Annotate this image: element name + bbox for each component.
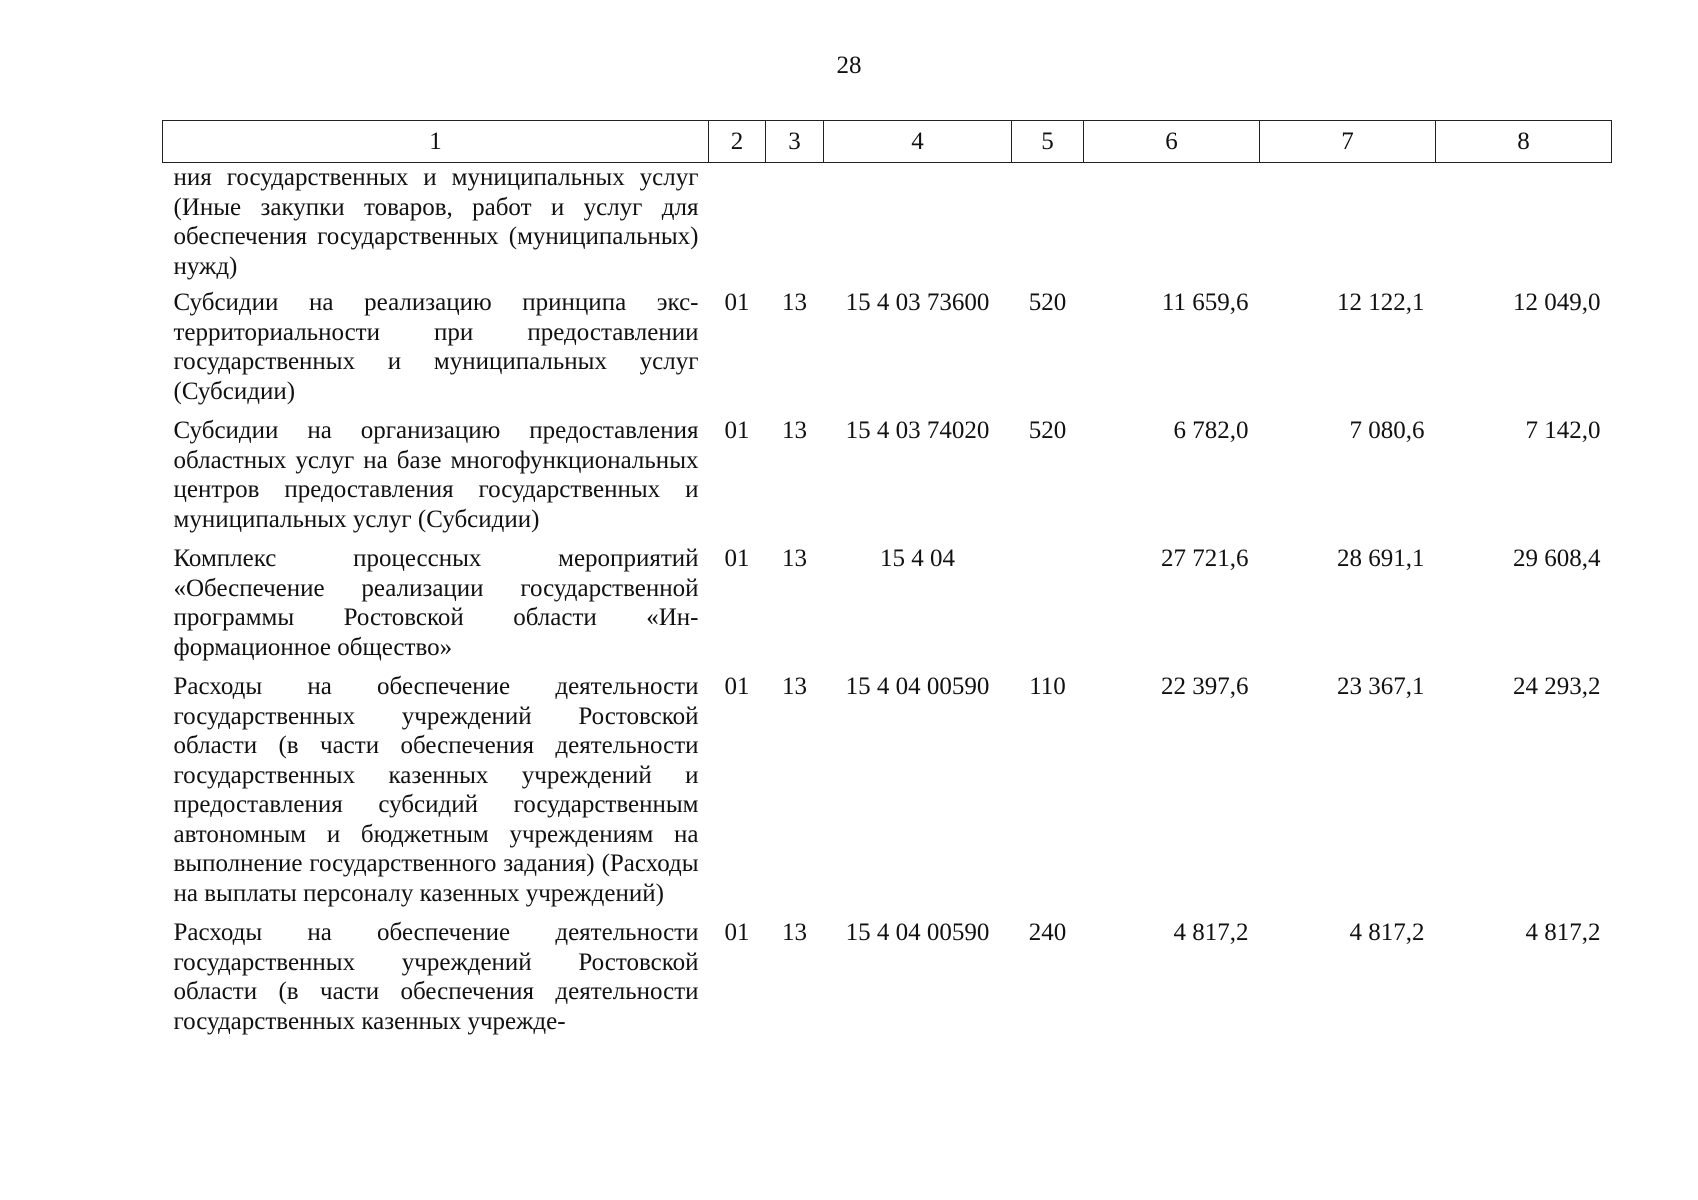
row-section	[709, 163, 766, 289]
row-amount-col8: 7 142,0	[1525, 417, 1601, 444]
row-subsection: 13	[782, 417, 807, 444]
row-amount-col7: 23 367,1	[1337, 673, 1425, 700]
row-amount-col7: 28 691,1	[1337, 545, 1425, 572]
table-body	[163, 163, 1612, 1047]
row-amount-col7: 12 122,1	[1337, 289, 1425, 316]
row-section: 01	[724, 919, 750, 946]
row-description: Расходы на обеспечение деятельности государственных учреждений Ростовской области (в части обеспечения деятельности государственных казенных учрежде-	[173, 919, 699, 1035]
row-amount-col8: 4 817,2	[1525, 919, 1601, 946]
row-target-code: 15 4 03 74020	[845, 417, 990, 444]
row-amount-col6	[1084, 163, 1260, 289]
row-subsection: 13	[782, 545, 807, 572]
header-col-6: 6	[1084, 121, 1260, 163]
row-section: 01	[724, 545, 750, 572]
row-description: Субсидии на организацию предоставления областных услуг на базе многофункциональных центров предоставления государственных и муниципальных услуг (Субсидии)	[173, 417, 699, 533]
row-amount-col8	[1436, 163, 1612, 289]
row-subsection: 13	[782, 673, 807, 700]
row-subsection: 13	[782, 919, 807, 946]
header-col-7: 7	[1260, 121, 1436, 163]
row-section: 01	[724, 289, 750, 316]
row-amount-col6: 4 817,2	[1173, 919, 1249, 946]
row-amount-col7: 7 080,6	[1349, 417, 1425, 444]
row-expense-type	[1012, 544, 1084, 672]
row-target-code: 15 4 03 73600	[845, 289, 990, 316]
header-col-3: 3	[766, 121, 824, 163]
row-target-code: 15 4 04 00590	[845, 673, 990, 700]
table-row	[163, 163, 1612, 289]
row-expense-type: 110	[1029, 673, 1066, 700]
row-description: Комплекс процессных мероприятий «Обеспечение реализации государственной программы Ростовской области «Информационное общество»	[173, 545, 699, 661]
row-expense-type	[1012, 163, 1084, 289]
table-row	[163, 288, 1612, 416]
header-col-5: 5	[1012, 121, 1084, 163]
row-target-code: 15 4 04	[880, 545, 955, 572]
table-row	[163, 544, 1612, 672]
row-target-code	[824, 163, 1012, 289]
row-subsection	[766, 163, 824, 289]
row-amount-col6: 11 659,6	[1161, 289, 1249, 316]
row-amount-col6: 22 397,6	[1161, 673, 1249, 700]
row-amount-col8: 24 293,2	[1513, 673, 1601, 700]
row-amount-col6: 6 782,0	[1173, 417, 1249, 444]
header-col-4: 4	[824, 121, 1012, 163]
row-expense-type: 520	[1028, 417, 1067, 444]
header-col-8: 8	[1436, 121, 1612, 163]
row-subsection: 13	[782, 289, 807, 316]
table-row	[163, 416, 1612, 544]
budget-table	[162, 120, 1612, 1046]
table-row	[163, 918, 1612, 1046]
row-amount-col6: 27 721,6	[1161, 545, 1249, 572]
row-section: 01	[724, 417, 750, 444]
row-amount-col8: 12 049,0	[1513, 289, 1601, 316]
header-col-1: 1	[163, 121, 709, 163]
row-description: Расходы на обеспечение деятельности государственных учреждений Ростовской области (в части обеспечения деятельности государственных казенных учреждений и предоставления субсидий государственным автономным и бюджетным учреждениям на выполнение государственного задания) (Расходы на выплаты персоналу казенных учреждений)	[173, 673, 699, 907]
table-header	[163, 121, 1612, 163]
page-number: 28	[836, 52, 862, 79]
row-amount-col7: 4 817,2	[1349, 919, 1425, 946]
row-expense-type: 520	[1028, 289, 1067, 316]
row-amount-col7	[1260, 163, 1436, 289]
row-section: 01	[724, 673, 750, 700]
header-col-2: 2	[709, 121, 766, 163]
row-description: Субсидии на реализацию принципа экстерриториальности при предоставлении государственных и муниципальных услуг (Субсидии)	[173, 289, 699, 405]
row-description: ния государственных и муниципальных услуг (Иные закупки товаров, работ и услуг для обеспечения государственных (муниципальных) нужд)	[173, 164, 699, 280]
row-amount-col8: 29 608,4	[1513, 545, 1601, 572]
table-row	[163, 672, 1612, 918]
header-row	[163, 121, 1612, 163]
row-expense-type: 240	[1028, 919, 1067, 946]
row-target-code: 15 4 04 00590	[845, 919, 990, 946]
